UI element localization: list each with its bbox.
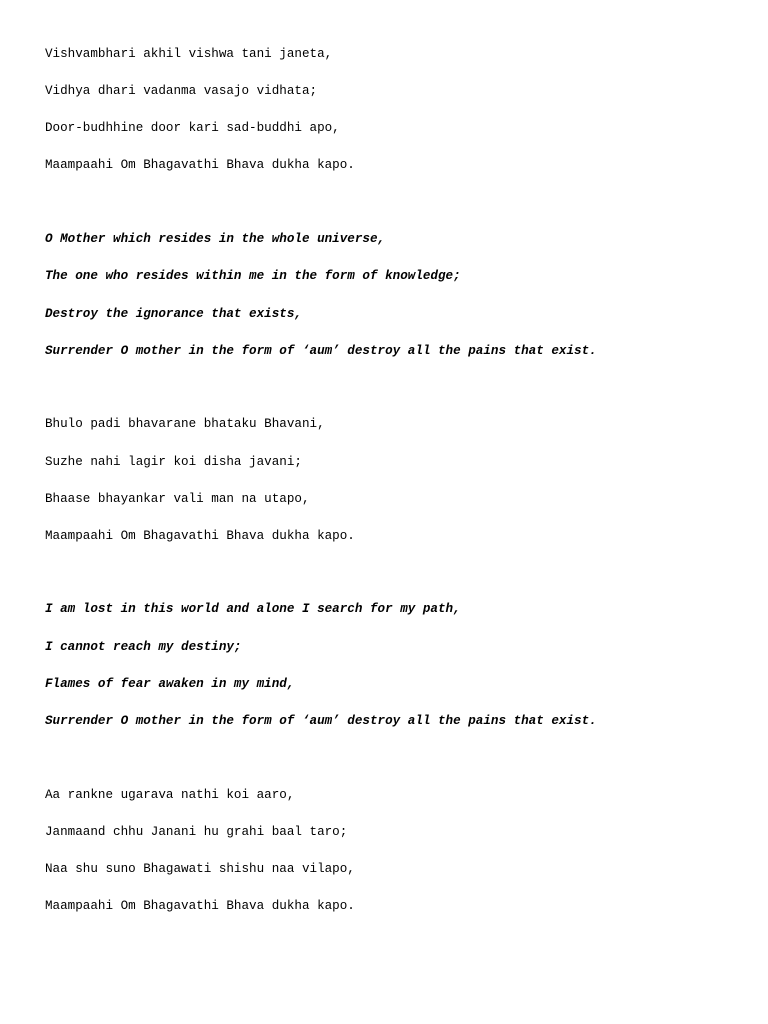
verse-line: Maampaahi Om Bhagavathi Bhava dukha kapo.	[45, 899, 355, 913]
verse-line: Door-budhhine door kari sad-buddhi apo,	[45, 121, 340, 135]
translation-line: I cannot reach my destiny;	[45, 640, 242, 654]
translation-line: Surrender O mother in the form of ‘aum’ destroy all the pains that exist.	[45, 714, 597, 728]
verse-line: Aa rankne ugarava nathi koi aaro,	[45, 788, 295, 802]
verse-line: Naa shu suno Bhagawati shishu naa vilapo,	[45, 862, 355, 876]
translation-line: Flames of fear awaken in my mind,	[45, 677, 295, 691]
verse-line: Janmaand chhu Janani hu grahi baal taro;	[45, 825, 348, 839]
translation-line: I am lost in this world and alone I search for my path,	[45, 602, 461, 616]
verse-line: Vidhya dhari vadanma vasajo vidhata;	[45, 84, 318, 98]
translation-line: O Mother which resides in the whole universe,	[45, 232, 386, 246]
verse-line: Vishvambhari akhil vishwa tani janeta,	[45, 47, 333, 61]
verse-line: Maampaahi Om Bhagavathi Bhava dukha kapo.	[45, 158, 355, 172]
verse-line: Suzhe nahi lagir koi disha javani;	[45, 455, 302, 469]
verse-line: Maampaahi Om Bhagavathi Bhava dukha kapo.	[45, 529, 355, 543]
verse-line: Bhulo padi bhavarane bhataku Bhavani,	[45, 417, 325, 431]
translation-line: Destroy the ignorance that exists,	[45, 307, 302, 321]
translation-line: The one who resides within me in the form of knowledge;	[45, 269, 461, 283]
translation-line: Surrender O mother in the form of ‘aum’ destroy all the pains that exist.	[45, 344, 597, 358]
verse-line: Bhaase bhayankar vali man na utapo,	[45, 492, 310, 506]
